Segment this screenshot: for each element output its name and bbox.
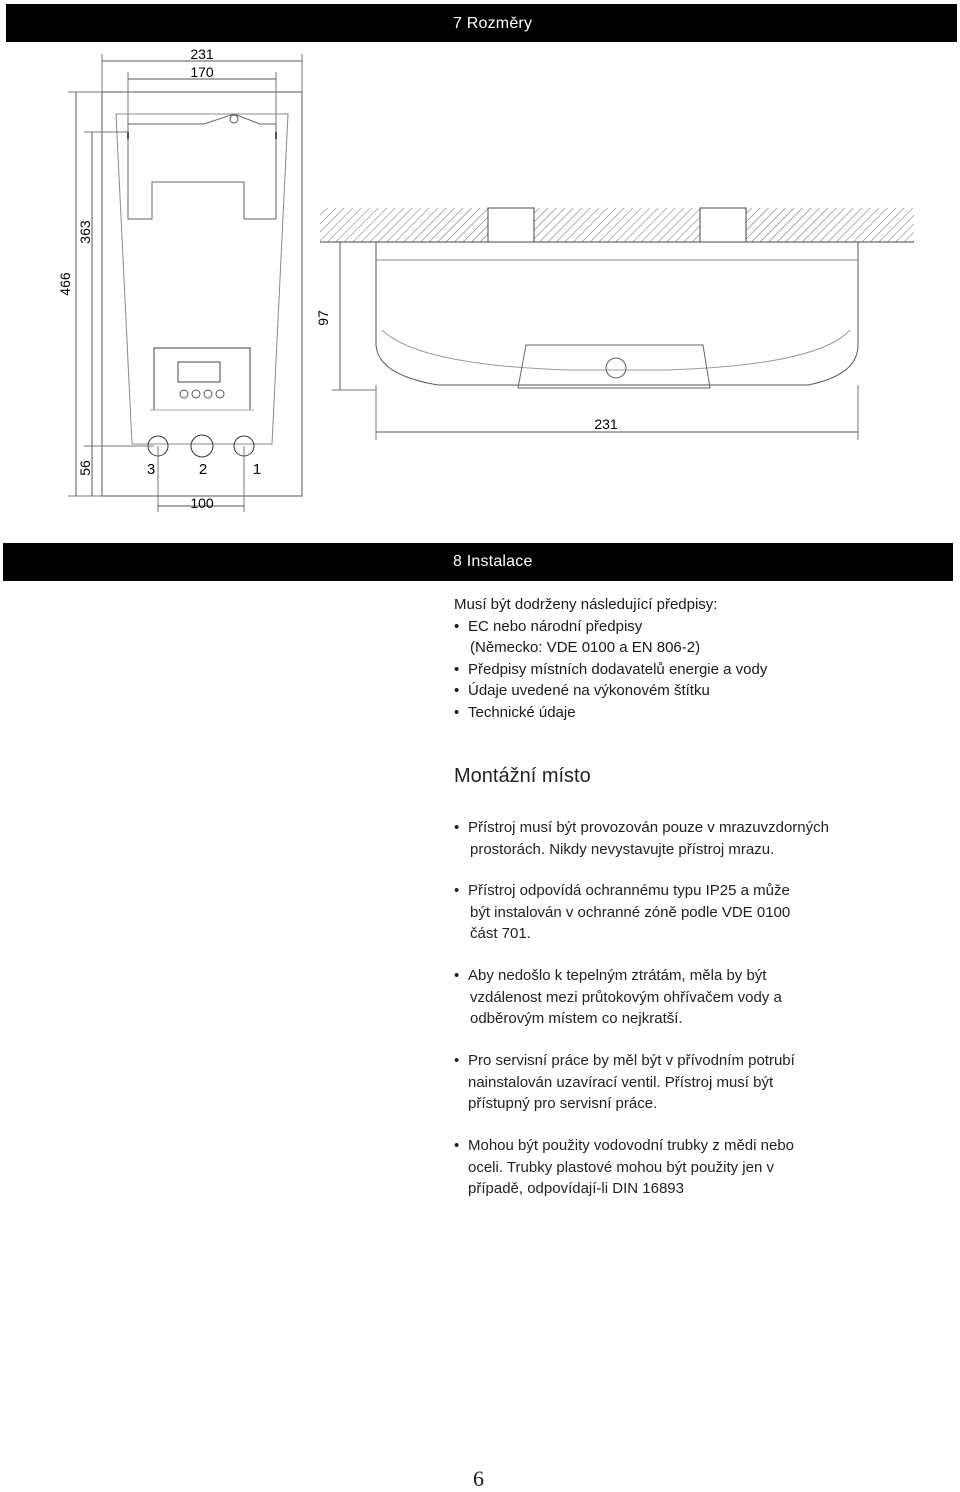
connection-2-label: 2 <box>198 461 208 478</box>
mounting-bullet-2: • Přístroj odpovídá ochrannému typu IP25 a může být instalován v ochranné zóně podle VDE 0100 část 701. <box>454 882 791 942</box>
device-body <box>376 242 858 385</box>
mounting-bullet-3: • Aby nedošlo k tepelným ztrátám, měla by být vzdálenost mezi průtokovým ohřívačem vody a odběrovým místem co nejkratší. <box>454 967 782 1027</box>
wall-hatch <box>320 208 914 242</box>
dim-56-label: 56 <box>77 460 93 476</box>
regulation-item: • Technické údaje <box>454 702 767 724</box>
section-8-header-bar <box>3 543 953 581</box>
mounting-bullet-1: • Přístroj musí být provozován pouze v mrazuvzdorných prostorách. Nikdy nevystavujte přístroj mrazu. <box>454 819 829 858</box>
regulations-block <box>454 594 767 723</box>
side-dimension-drawing <box>315 200 918 445</box>
regulation-item: • Údaje uvedené na výkonovém štítku <box>454 680 767 702</box>
regulation-item-continuation: (Německo: VDE 0100 a EN 806-2) <box>470 639 701 656</box>
dim-363-label: 363 <box>77 220 93 244</box>
page-number: 6 <box>473 1466 484 1491</box>
dim-231-side-label: 231 <box>594 416 618 432</box>
section-7-title: 7 Rozměry <box>453 15 533 32</box>
dim-466-label: 466 <box>57 272 73 296</box>
display-window <box>178 362 220 382</box>
dim-231-label: 231 <box>190 46 214 62</box>
mounting-bullet-5: • Mohou být použity vodovodní trubky z mědi nebo oceli. Trubky plastové mohou být použity jen v případě, odpovídají-li DIN 16893 <box>454 1137 795 1197</box>
regulations-heading: Musí být dodrženy následující předpisy: <box>454 596 718 613</box>
mounting-bullet-4: • Pro servisní práce by měl být v přívodním potrubí nainstalován uzavírací ventil. Přístroj musí být přístupný pro servisní práce. <box>454 1052 795 1112</box>
front-dimension-drawing <box>54 44 316 516</box>
dim-97-label: 97 <box>315 310 331 326</box>
connection-2 <box>191 435 213 457</box>
pipe-right <box>700 208 746 242</box>
pipe-left <box>488 208 534 242</box>
mounting-location-heading: Montážní místo <box>454 765 591 787</box>
section-7-header-bar <box>6 4 957 42</box>
regulation-item: • Předpisy místních dodavatelů energie a vody <box>454 659 767 681</box>
connection-1-label: 1 <box>252 461 262 478</box>
dim-100-label: 100 <box>190 495 214 511</box>
regulation-item: • EC nebo národní předpisy <box>454 616 767 638</box>
connection-3-label: 3 <box>146 461 156 478</box>
control-panel <box>154 348 250 410</box>
section-8-title: 8 Instalace <box>453 553 533 570</box>
dim-170-label: 170 <box>190 64 214 80</box>
